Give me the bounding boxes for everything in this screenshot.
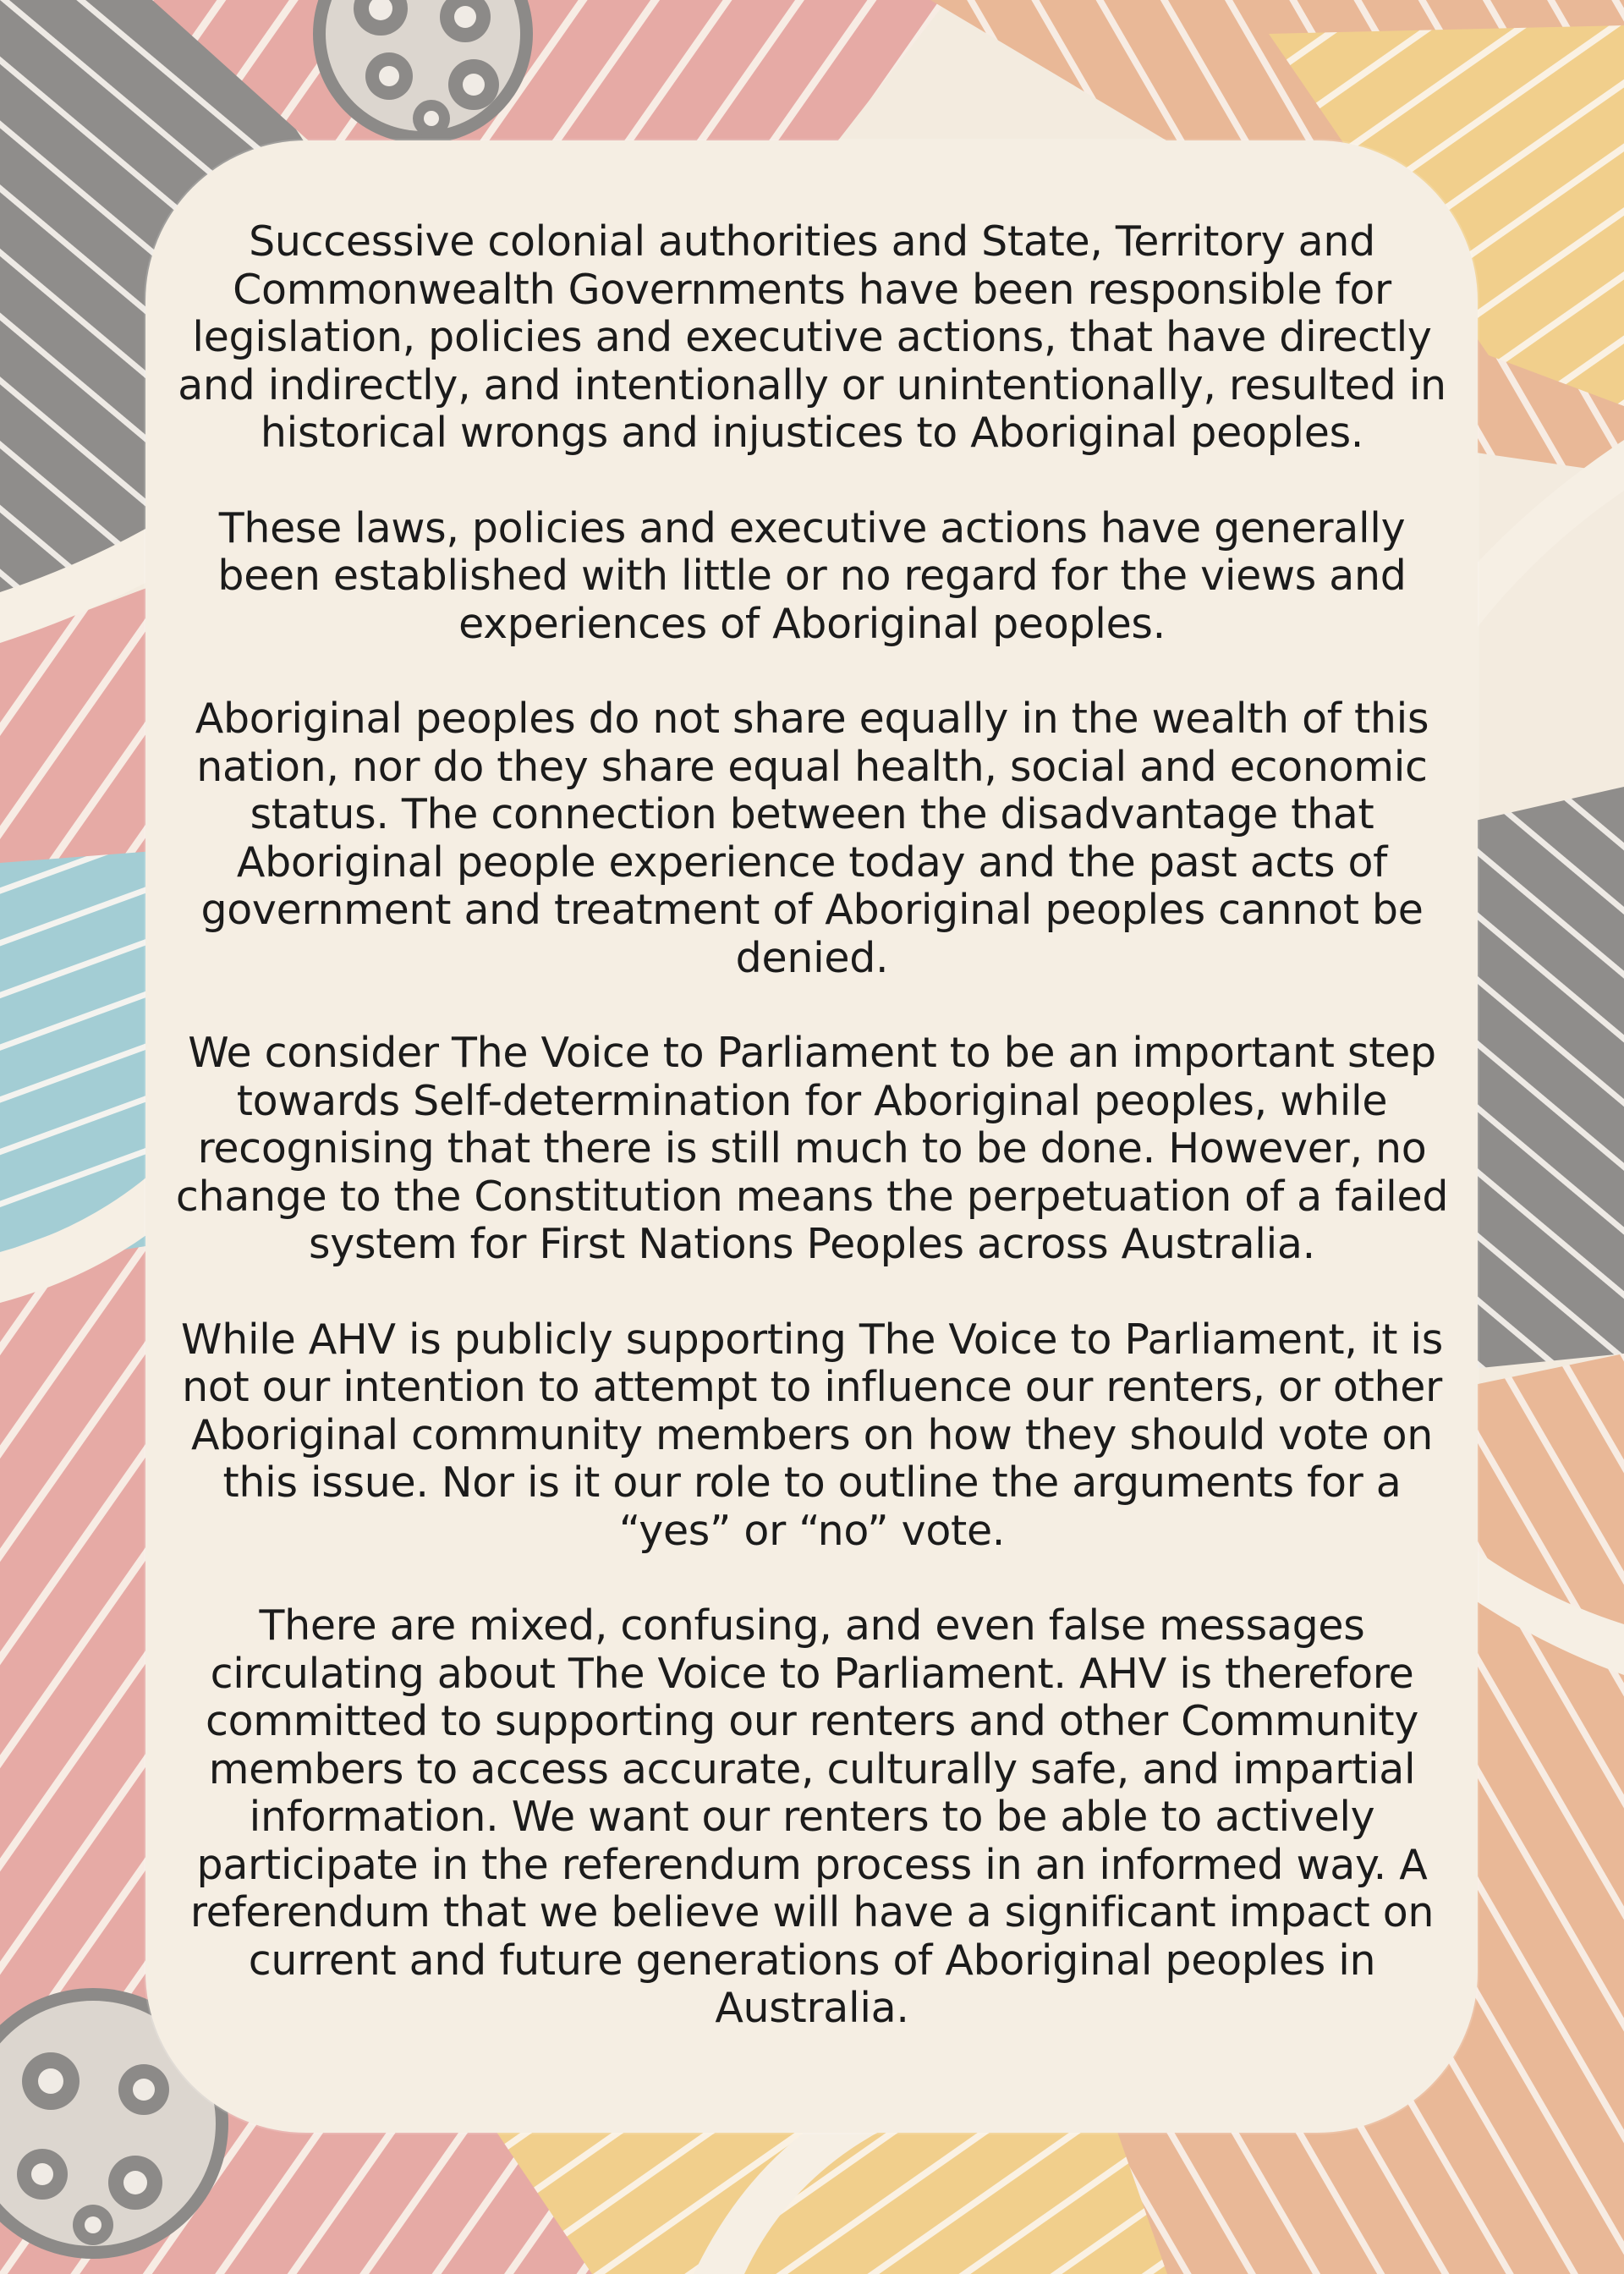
- paragraph-accurate-information: There are mixed, confusing, and even false messages circulating about The Voice to Parliament. AHV is therefore committed to supporting our renters and other Community members to access accurate, culturally safe, and impartial information. We want our renters to be able to actively participate in the referendum process in an informed way. A referendum that we believe will have a significant impact on current and future generations of Aboriginal peoples in Australia.: [189, 1601, 1435, 2032]
- paragraph-disadvantage: Aboriginal peoples do not share equally in the wealth of this nation, nor do they share equal health, social and economic status. The connection between the disadvantage that Aboriginal people experience today and the past acts of government and treatment of Aboriginal peoples cannot be denied.: [195, 695, 1429, 982]
- paragraph-no-regard: These laws, policies and executive actions have generally been established with little or no regard for the views and experiences of Aboriginal peoples.: [217, 503, 1407, 648]
- paragraph-voice-to-parliament: We consider The Voice to Parliament to be an important step towards Self-determination for Aboriginal peoples, while recognising that there is still much to be done. However, no change to the Constitution means the perpetuation of a failed system for First Nations Peoples across Australia.: [175, 1029, 1449, 1268]
- statement-text: [173, 218, 1451, 2080]
- paragraph-ahv-position: While AHV is publicly supporting The Voice to Parliament, it is not our intention to attempt to influence our renters, or other Aboriginal community members on how they should vote on this issue. Nor is it our role to outline the arguments for a “yes” or “no” vote.: [181, 1315, 1443, 1555]
- paragraph-historical-wrongs: Successive colonial authorities and State, Territory and Commonwealth Governments have been responsible for legislation, policies and executive actions, that have directly and indirectly, and intentionally or unintentionally, resulted in historical wrongs and injustices to Aboriginal peoples.: [178, 217, 1446, 457]
